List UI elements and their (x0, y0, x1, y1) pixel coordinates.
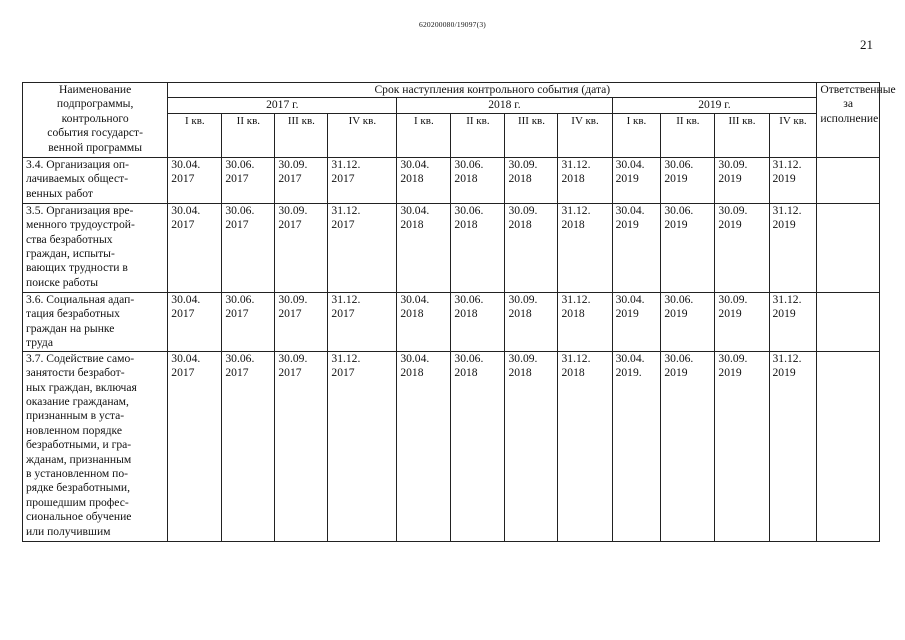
event-date: 31.12. 2018 (558, 351, 612, 541)
event-date: 30.06. 2018 (451, 292, 505, 351)
event-date: 30.06. 2017 (222, 157, 275, 203)
event-date: 31.12. 2017 (328, 203, 397, 292)
responsible-cell (817, 203, 880, 292)
table-row (23, 351, 880, 541)
responsible-cell (817, 292, 880, 351)
event-name: 3.6. Социальная адап- тация безработных граждан на рынке труда (23, 292, 168, 351)
event-date: 31.12. 2017 (328, 292, 397, 351)
event-date: 30.06. 2018 (451, 203, 505, 292)
document-id: 620200080/19097(3) (419, 20, 486, 29)
header-quarter: II кв. (451, 113, 505, 157)
header-name-column: Наименование подпрограммы, контрольного события государст- венной программы (23, 83, 168, 158)
event-date: 31.12. 2017 (328, 157, 397, 203)
event-date: 30.09. 2018 (505, 351, 558, 541)
event-date: 30.06. 2018 (451, 157, 505, 203)
header-quarter: I кв. (168, 113, 222, 157)
header-year-2017: 2017 г. (168, 98, 397, 113)
event-date: 30.04. 2018 (397, 157, 451, 203)
header-year-2019: 2019 г. (612, 98, 817, 113)
event-date: 30.06. 2017 (222, 292, 275, 351)
event-name: 3.4. Организация оп- лачиваемых общест- венных работ (23, 157, 168, 203)
event-name: 3.5. Организация вре- менного трудоустрой- ства безработных граждан, испыты- вающих трудности в поиске работы (23, 203, 168, 292)
event-date: 31.12. 2018 (558, 203, 612, 292)
table-row (23, 157, 880, 203)
event-date: 31.12. 2017 (328, 351, 397, 541)
event-date: 30.04. 2019. (612, 351, 661, 541)
header-term: Срок наступления контрольного события (дата) (168, 83, 817, 98)
event-date: 30.04. 2019 (612, 292, 661, 351)
header-quarter: II кв. (222, 113, 275, 157)
event-date: 30.04. 2018 (397, 203, 451, 292)
header-quarter: IV кв. (769, 113, 817, 157)
responsible-cell (817, 351, 880, 541)
header-quarter: III кв. (275, 113, 328, 157)
event-date: 30.04. 2017 (168, 351, 222, 541)
header-responsible: Ответственные за исполнение (817, 83, 880, 158)
event-date: 30.06. 2019 (661, 292, 715, 351)
event-date: 31.12. 2018 (558, 157, 612, 203)
event-date: 30.06. 2019 (661, 157, 715, 203)
event-date: 30.09. 2019 (715, 351, 769, 541)
event-date: 30.04. 2019 (612, 203, 661, 292)
event-date: 30.09. 2019 (715, 157, 769, 203)
event-date: 30.09. 2018 (505, 157, 558, 203)
event-date: 30.09. 2017 (275, 292, 328, 351)
event-date: 30.06. 2018 (451, 351, 505, 541)
event-name: 3.7. Содействие само- занятости безработ- ных граждан, включая оказание гражданам, признанным в уста- новленном порядке безработными, и гра- жданам, признанным в установленном по- рядке безработными, прошедшим профес- сиональное обучение или получившим (23, 351, 168, 541)
event-date: 30.04. 2017 (168, 203, 222, 292)
event-date: 30.04. 2017 (168, 292, 222, 351)
event-date: 31.12. 2019 (769, 292, 817, 351)
header-quarter: I кв. (397, 113, 451, 157)
event-date: 30.04. 2019 (612, 157, 661, 203)
header-quarter: IV кв. (328, 113, 397, 157)
event-date: 30.09. 2017 (275, 203, 328, 292)
event-date: 31.12. 2019 (769, 351, 817, 541)
event-date: 31.12. 2018 (558, 292, 612, 351)
event-date: 30.06. 2017 (222, 351, 275, 541)
event-date: 30.09. 2018 (505, 292, 558, 351)
event-date: 30.06. 2019 (661, 351, 715, 541)
event-date: 30.04. 2018 (397, 351, 451, 541)
event-date: 30.06. 2019 (661, 203, 715, 292)
event-date: 30.04. 2017 (168, 157, 222, 203)
header-quarter: III кв. (715, 113, 769, 157)
header-quarter: II кв. (661, 113, 715, 157)
event-date: 30.06. 2017 (222, 203, 275, 292)
header-year-2018: 2018 г. (397, 98, 612, 113)
header-quarter: IV кв. (558, 113, 612, 157)
page-number: 21 (860, 37, 873, 52)
event-date: 30.09. 2019 (715, 292, 769, 351)
table-row (23, 292, 880, 351)
event-date: 31.12. 2019 (769, 157, 817, 203)
table-row (23, 203, 880, 292)
event-date: 30.09. 2019 (715, 203, 769, 292)
header-quarter: I кв. (612, 113, 661, 157)
event-date: 30.09. 2017 (275, 157, 328, 203)
header-quarter: III кв. (505, 113, 558, 157)
event-date: 30.09. 2017 (275, 351, 328, 541)
event-date: 30.09. 2018 (505, 203, 558, 292)
event-date: 30.04. 2018 (397, 292, 451, 351)
responsible-cell (817, 157, 880, 203)
control-events-table (22, 82, 896, 542)
event-date: 31.12. 2019 (769, 203, 817, 292)
